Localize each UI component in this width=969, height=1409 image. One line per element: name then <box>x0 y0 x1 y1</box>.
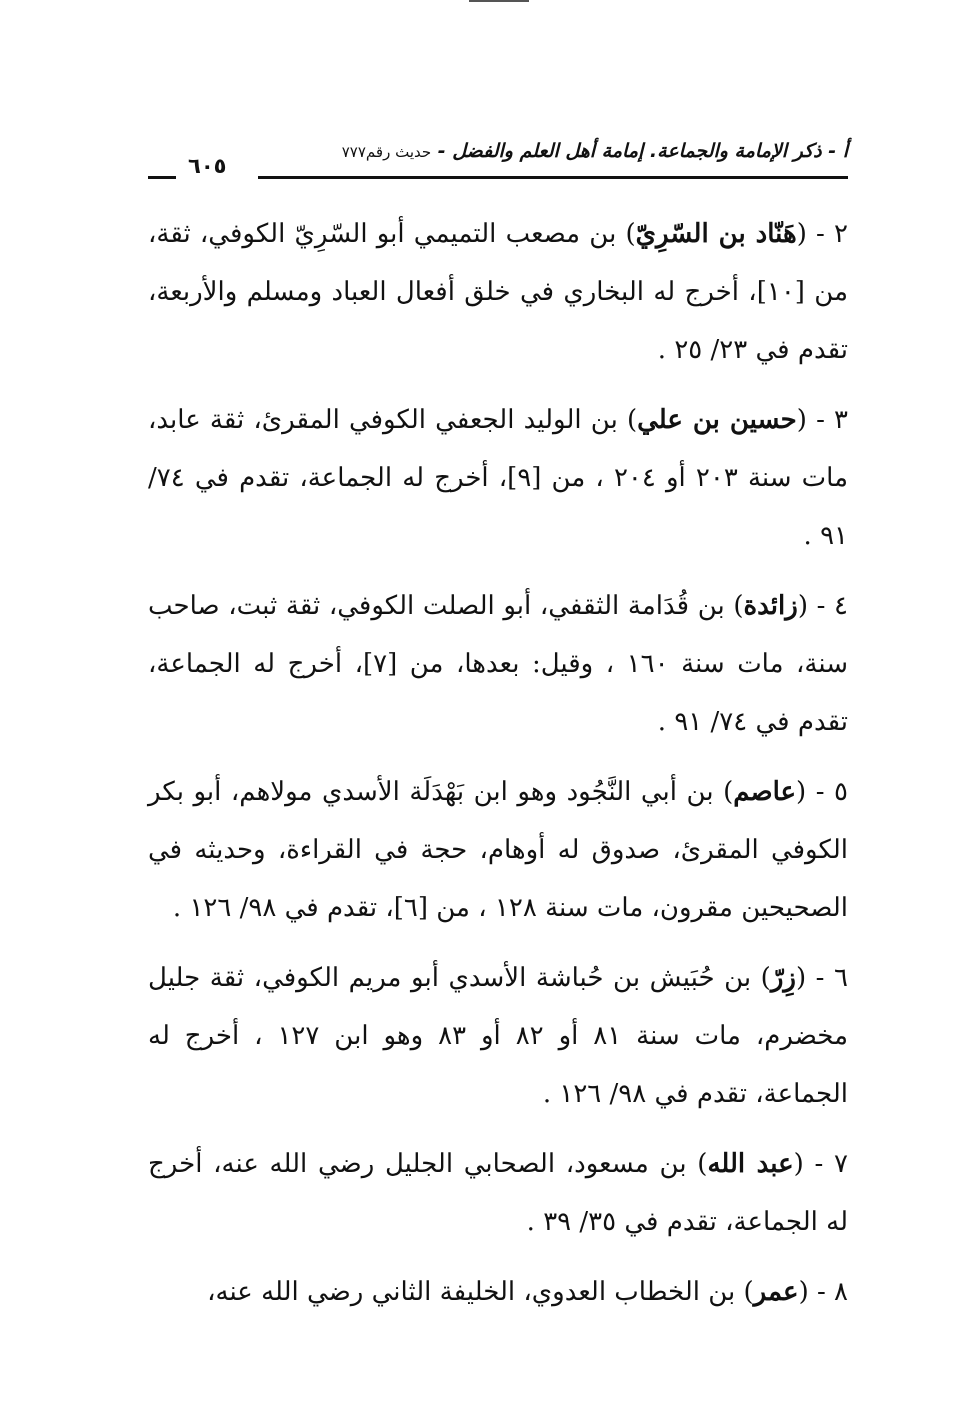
narrator-name: زِرّ <box>770 963 796 993</box>
header-title: أ - ذكر الإمامة والجماعة. إمامة أهل العلم والفضل - <box>437 140 848 162</box>
narrator-entry-2: ٢ - (هَنّاد بن السّرِيّ) بن مصعب التميمي أبو السّرِيّ الكوفي، ثقة، من [١٠]، أخرج له البخاري في خلق أفعال العباد ومسلم والأربعة، تقدم في ٢٣/ ٢٥ . <box>148 219 848 365</box>
narrator-name: عمر <box>753 1277 799 1307</box>
header-rule-left <box>148 176 176 179</box>
narrator-entry-5: ٥ - (عاصم) بن أبي النَّجُود وهو ابن بَهْدَلَة الأسدي مولاهم، أبو بكر الكوفي المقرئ، صدوق له أوهام، حجة في القراءة، وحديثه في الصحيحين مقرون، مات سنة ١٢٨ ، من [٦]، تقدم في ٩٨/ ١٢٦ . <box>148 777 848 923</box>
header-hadith-ref: حديث رقم٧٧٧ <box>341 143 432 161</box>
header-rule-right <box>258 176 848 179</box>
running-header <box>148 140 848 180</box>
page-number: ٦٠٥ <box>188 154 227 178</box>
narrator-entry-4: ٤ - (زائدة) بن قُدَامة الثقفي، أبو الصلت الكوفي، ثقة ثبت، صاحب سنة، مات سنة ١٦٠ ، وقيل: بعدها، من [٧]، أخرج له الجماعة، تقدم في ٧٤/ ٩١ . <box>148 591 848 737</box>
page-body <box>148 205 848 1333</box>
narrator-name: حسين بن علي <box>637 405 797 435</box>
top-scan-mark <box>469 0 529 2</box>
narrator-name: هَنّاد بن السّرِيّ <box>635 219 797 249</box>
narrator-entry-6: ٦ - (زِرّ) بن حُبَيش بن حُباشة الأسدي أبو مريم الكوفي، ثقة جليل مخضرم، مات سنة ٨١ أو ٨٢ أو ٨٣ وهو ابن ١٢٧ ، أخرج له الجماعة، تقدم في ٩٨/ ١٢٦ . <box>148 963 848 1109</box>
narrator-entry-8: ٨ - (عمر) بن الخطاب العدوي، الخليفة الثاني رضي الله عنه، <box>207 1277 848 1307</box>
narrator-name: زائدة <box>743 591 798 621</box>
narrator-entry-7: ٧ - (عبد الله) بن مسعود، الصحابي الجليل رضي الله عنه، أخرج له الجماعة، تقدم في ٣٥/ ٣٩ . <box>148 1149 848 1237</box>
header-title-line <box>342 140 848 162</box>
narrator-name: عبد الله <box>707 1149 794 1179</box>
narrator-name: عاصم <box>733 777 797 807</box>
narrator-entry-3: ٣ - (حسين بن علي) بن الوليد الجعفي الكوفي المقرئ، ثقة عابد، مات سنة ٢٠٣ أو ٢٠٤ ، من [٩]، أخرج له الجماعة، تقدم في ٧٤/ ٩١ . <box>148 405 848 551</box>
